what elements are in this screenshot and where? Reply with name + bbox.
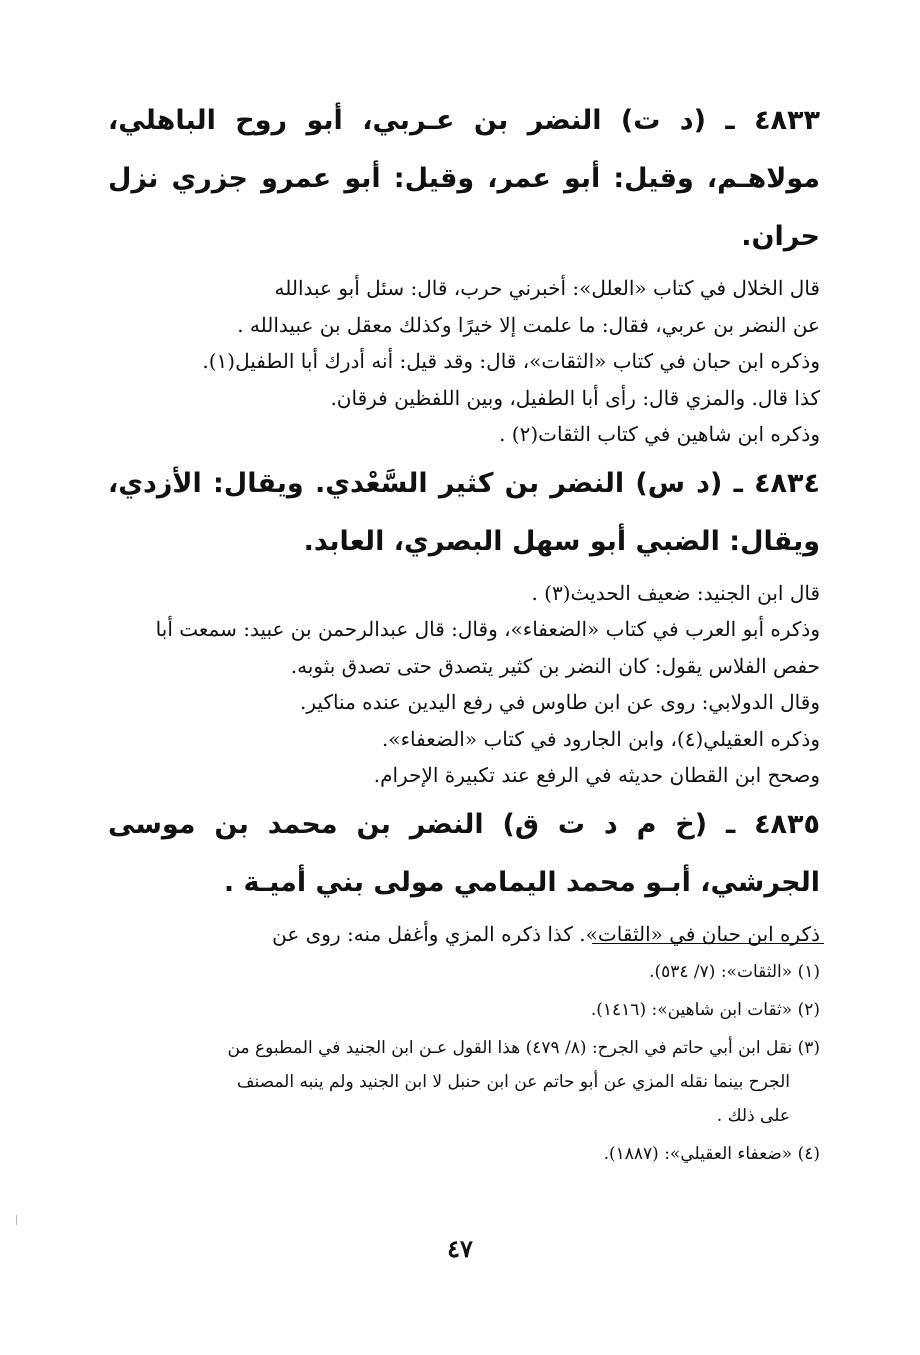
text-line: ذكره ابن حبان في «الثقات». كذا ذكره المزي وأغفل منه: روى عن xyxy=(272,921,820,946)
footnote-text: (٣) نقل ابن أبي حاتم في الجرح: (٨/ ٤٧٩) هذا القول عـن ابن الجنيد في المطبوع من xyxy=(227,1038,820,1058)
footnote-continuation: الجرح بينما نقله المزي عن أبو حاتم عن ابن حنبل لا ابن الجنيد ولم ينبه المصنف xyxy=(236,1072,790,1092)
footnote-continuation: على ذلك . xyxy=(716,1106,790,1126)
footnote xyxy=(108,1137,820,1171)
text-line: وذكره العقيلي(٤)، وابن الجارود في كتاب «الضعفاء». xyxy=(382,726,820,751)
entry-heading: ٤٨٣٣ ـ (د ت) النضر بن عـربي، أبو روح الباهلي، مولاهـم، وقيل: أبو عمر، وقيل: أبو عمرو جزري نزل حران. xyxy=(108,105,820,252)
entry-heading: ٤٨٣٥ ـ (خ م د ت ق) النضر بن محمد بن موسى الجرشي، أبـو محمد اليمامي مولى بني أميـة . xyxy=(108,808,820,898)
footnotes xyxy=(108,955,820,1175)
entry-body xyxy=(108,575,820,794)
entry-body xyxy=(108,270,820,453)
text-line: قال الخلال في كتاب «العلل»: أخبرني حرب، قال: سئل أبو عبدالله xyxy=(274,276,820,300)
text-line: وذكره ابن حبان في كتاب «الثقات»، قال: وقد قيل: أنه أدرك أبا الطفيل(١). xyxy=(202,349,820,373)
text-line: عن النضر بن عربي، فقال: ما علمت إلا خيرًا وكذلك معقل بن عبيدالله . xyxy=(237,312,820,337)
text-line: حفص الفلاس يقول: كان النضر بن كثير يتصدق حتى تصدق بثوبه. xyxy=(290,653,820,678)
text-line: وذكره ابن شاهين في كتاب الثقات(٢) . xyxy=(499,422,820,446)
footnote-divider xyxy=(592,943,824,944)
footnote-text: (١) «الثقات»: (٧/ ٥٣٤). xyxy=(649,962,820,982)
scan-edge-mark xyxy=(16,1215,17,1225)
text-line: كذا قال. والمزي قال: رأى أبا الطفيل، وبين اللفظين فرقان. xyxy=(330,385,820,410)
footnote xyxy=(108,993,820,1027)
entry-heading: ٤٨٣٤ ـ (د س) النضر بن كثير السَّعْدي. ويقال: الأزدي، ويقال: الضبي أبو سهل البصري، العابد. xyxy=(108,467,820,557)
text-line: وصحح ابن القطان حديثه في الرفع عند تكبيرة الإحرام. xyxy=(373,763,820,787)
footnote-text: (٤) «ضعفاء العقيلي»: (١٨٨٧). xyxy=(603,1144,820,1164)
text-line: وقال الدولابي: روى عن ابن طاوس في رفع اليدين عنده مناكير. xyxy=(300,690,820,714)
main-text xyxy=(108,92,820,954)
footnote xyxy=(108,1031,820,1133)
text-line: وذكره أبو العرب في كتاب «الضعفاء»، وقال: قال عبدالرحمن بن عبيد: سمعت أبا xyxy=(155,617,820,641)
footnote xyxy=(108,955,820,989)
entry-body xyxy=(108,916,820,953)
footnote-text: (٢) «ثقات ابن شاهين»: (١٤١٦). xyxy=(590,1000,820,1020)
text-line: قال ابن الجنيد: ضعيف الحديث(٣) . xyxy=(531,580,820,605)
page-number: ٤٧ xyxy=(447,1234,473,1263)
